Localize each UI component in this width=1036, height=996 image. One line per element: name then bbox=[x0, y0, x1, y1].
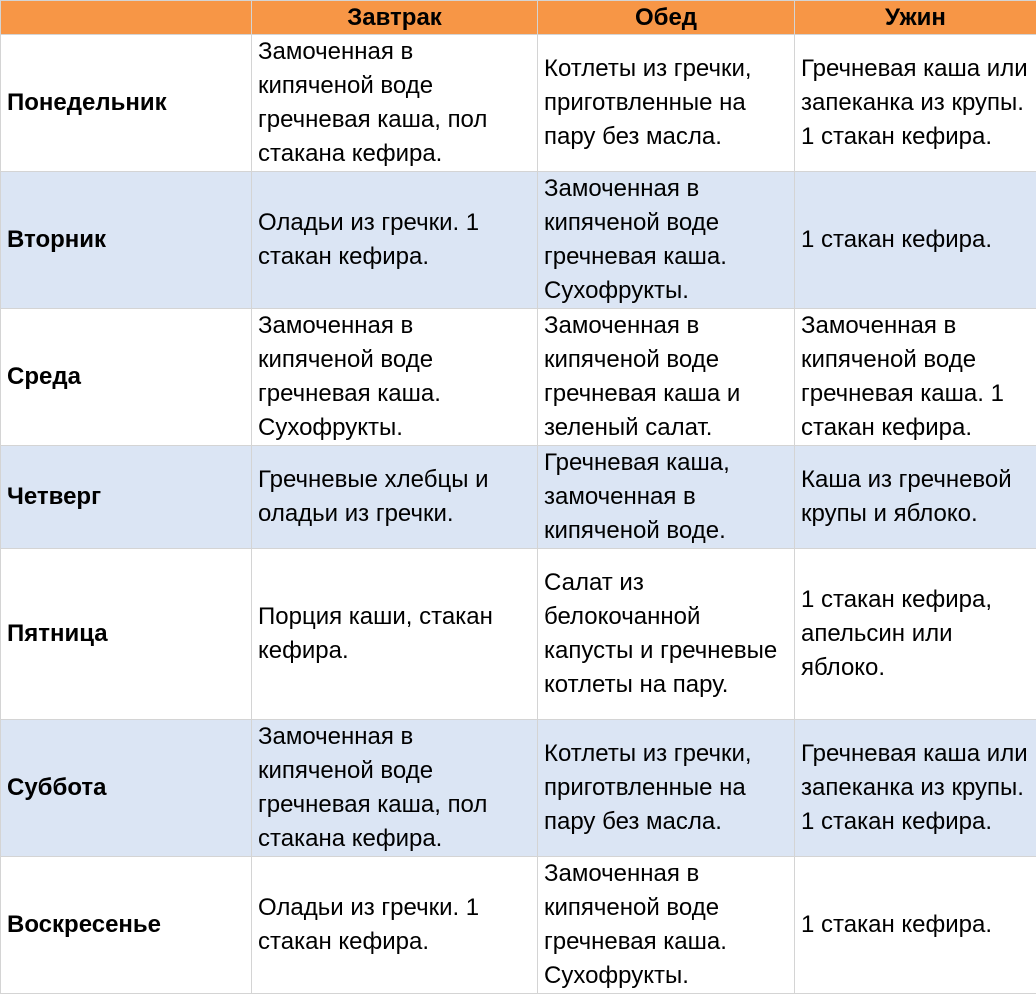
table-row-friday bbox=[1, 549, 1036, 720]
dinner-cell: 1 стакан кефира. bbox=[795, 857, 1036, 994]
breakfast-cell: Замоченная в кипяченой воде гречневая каша. Сухофрукты. bbox=[252, 309, 538, 446]
header-cell-breakfast: Завтрак bbox=[252, 1, 538, 35]
table-row-sunday bbox=[1, 857, 1036, 994]
header-row bbox=[1, 1, 1036, 35]
lunch-cell: Замоченная в кипяченой воде гречневая каша. Сухофрукты. bbox=[538, 172, 795, 309]
day-cell: Воскресенье bbox=[1, 857, 252, 994]
day-cell: Понедельник bbox=[1, 35, 252, 172]
dinner-cell: Замоченная в кипяченой воде гречневая каша. 1 стакан кефира. bbox=[795, 309, 1036, 446]
day-cell: Вторник bbox=[1, 172, 252, 309]
table-row-monday bbox=[1, 35, 1036, 172]
header-cell-lunch: Обед bbox=[538, 1, 795, 35]
day-cell: Четверг bbox=[1, 446, 252, 549]
table-row-thursday bbox=[1, 446, 1036, 549]
dinner-cell: Гречневая каша или запеканка из крупы. 1 стакан кефира. bbox=[795, 35, 1036, 172]
dinner-cell: 1 стакан кефира, апельсин или яблоко. bbox=[795, 549, 1036, 720]
breakfast-cell: Гречневые хлебцы и оладьи из гречки. bbox=[252, 446, 538, 549]
header-cell-empty bbox=[1, 1, 252, 35]
table-row-saturday bbox=[1, 720, 1036, 857]
breakfast-cell: Оладьи из гречки. 1 стакан кефира. bbox=[252, 857, 538, 994]
header-cell-dinner: Ужин bbox=[795, 1, 1036, 35]
dinner-cell: 1 стакан кефира. bbox=[795, 172, 1036, 309]
table-row-wednesday bbox=[1, 309, 1036, 446]
breakfast-cell: Замоченная в кипяченой воде гречневая каша, пол стакана кефира. bbox=[252, 720, 538, 857]
breakfast-cell: Порция каши, стакан кефира. bbox=[252, 549, 538, 720]
lunch-cell: Замоченная в кипяченой воде гречневая каша. Сухофрукты. bbox=[538, 857, 795, 994]
dinner-cell: Гречневая каша или запеканка из крупы. 1 стакан кефира. bbox=[795, 720, 1036, 857]
lunch-cell: Замоченная в кипяченой воде гречневая каша и зеленый салат. bbox=[538, 309, 795, 446]
breakfast-cell: Замоченная в кипяченой воде гречневая каша, пол стакана кефира. bbox=[252, 35, 538, 172]
lunch-cell: Котлеты из гречки, приготвленные на пару без масла. bbox=[538, 720, 795, 857]
day-cell: Пятница bbox=[1, 549, 252, 720]
lunch-cell: Гречневая каша, замоченная в кипяченой воде. bbox=[538, 446, 795, 549]
lunch-cell: Салат из белокочанной капусты и гречневые котлеты на пару. bbox=[538, 549, 795, 720]
day-cell: Среда bbox=[1, 309, 252, 446]
table-row-tuesday bbox=[1, 172, 1036, 309]
day-cell: Суббота bbox=[1, 720, 252, 857]
lunch-cell: Котлеты из гречки, приготвленные на пару без масла. bbox=[538, 35, 795, 172]
dinner-cell: Каша из гречневой крупы и яблоко. bbox=[795, 446, 1036, 549]
breakfast-cell: Оладьи из гречки. 1 стакан кефира. bbox=[252, 172, 538, 309]
